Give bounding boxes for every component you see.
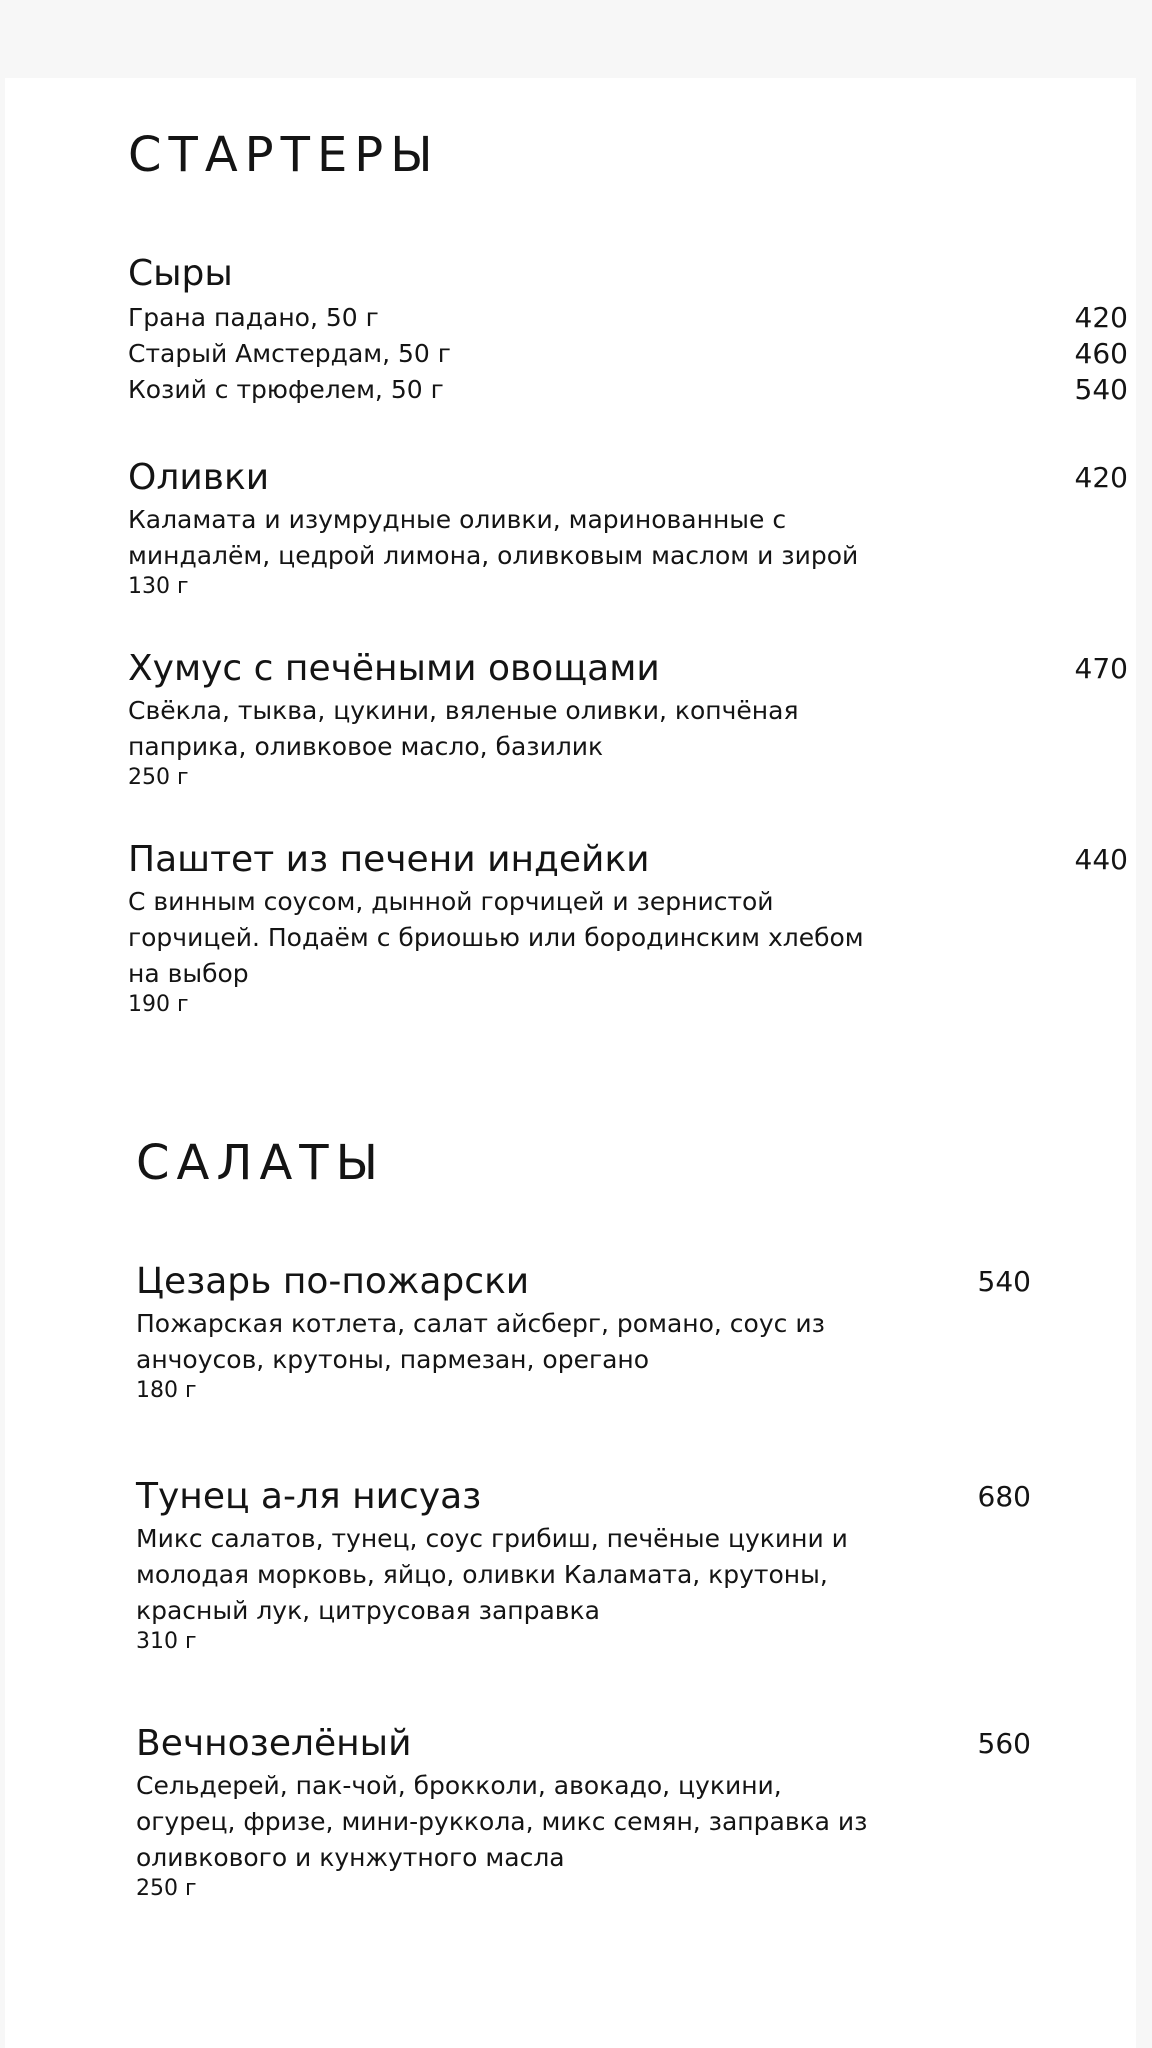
description-line: Сельдерей, пак-чой, брокколи, авокадо, цукини, xyxy=(136,1771,782,1800)
item-weight: 190 г xyxy=(128,992,189,1017)
menu-item-hummus xyxy=(128,647,1128,791)
description-line: горчицей. Подаём с бриошью или бородинским хлебом xyxy=(128,923,864,952)
menu-item-caesar xyxy=(136,1260,1031,1404)
item-price: 560 xyxy=(977,1727,1031,1760)
item-name: Сыры xyxy=(128,253,233,294)
item-weight: 130 г xyxy=(128,574,189,599)
description-line: огурец, фризе, мини-руккола, микс семян, заправка из xyxy=(136,1807,868,1836)
description-line: красный лук, цитрусовая заправка xyxy=(136,1596,600,1625)
section-title-starters: СТАРТЕРЫ xyxy=(128,127,440,183)
item-weight: 180 г xyxy=(136,1378,197,1403)
cheese-row xyxy=(128,336,1128,372)
item-description xyxy=(128,884,1128,992)
cheese-price: 460 xyxy=(1074,337,1128,370)
cheese-row xyxy=(128,300,1128,336)
item-price: 540 xyxy=(977,1265,1031,1298)
description-line: анчоусов, крутоны, пармезан, орегано xyxy=(136,1345,650,1374)
menu-item-evergreen xyxy=(136,1722,1031,1902)
description-line: Микс салатов, тунец, соус грибиш, печёные цукини и xyxy=(136,1524,848,1553)
item-weight: 250 г xyxy=(128,765,189,790)
menu-item-olives xyxy=(128,456,1128,600)
item-name: Тунец а-ля нисуаз xyxy=(136,1476,482,1517)
item-price: 420 xyxy=(1074,461,1128,494)
description-line: Пожарская котлета, салат айсберг, романо, соус из xyxy=(136,1309,825,1338)
item-description xyxy=(136,1521,1031,1629)
description-line: С винным соусом, дынной горчицей и зернистой xyxy=(128,887,774,916)
description-line: оливкового и кунжутного масла xyxy=(136,1843,565,1872)
section-title-salads: САЛАТЫ xyxy=(136,1135,385,1191)
cheese-list xyxy=(128,300,1128,408)
item-weight: 250 г xyxy=(136,1876,197,1901)
item-price: 680 xyxy=(977,1480,1031,1513)
item-name: Вечнозелёный xyxy=(136,1723,412,1764)
menu-item-cheese xyxy=(128,252,1128,408)
item-description xyxy=(136,1768,1031,1876)
item-description xyxy=(128,693,1128,765)
description-line: на выбор xyxy=(128,959,249,988)
description-line: миндалём, цедрой лимона, оливковым маслом и зирой xyxy=(128,541,859,570)
cheese-row xyxy=(128,372,1128,408)
cheese-label: Старый Амстердам, 50 г xyxy=(128,339,451,368)
cheese-label: Грана падано, 50 г xyxy=(128,303,379,332)
cheese-label: Козий с трюфелем, 50 г xyxy=(128,375,444,404)
item-name: Цезарь по-пожарски xyxy=(136,1261,530,1302)
item-description xyxy=(128,502,1128,574)
description-line: Каламата и изумрудные оливки, маринованные с xyxy=(128,505,787,534)
item-name: Паштет из печени индейки xyxy=(128,839,650,880)
description-line: молодая морковь, яйцо, оливки Каламата, крутоны, xyxy=(136,1560,828,1589)
item-name: Оливки xyxy=(128,457,270,498)
description-line: паприка, оливковое масло, базилик xyxy=(128,732,604,761)
description-line: Свёкла, тыква, цукини, вяленые оливки, копчёная xyxy=(128,696,799,725)
item-price: 470 xyxy=(1074,652,1128,685)
cheese-price: 420 xyxy=(1074,301,1128,334)
item-price: 440 xyxy=(1074,843,1128,876)
menu-item-nicoise xyxy=(136,1475,1031,1655)
item-description xyxy=(136,1306,1031,1378)
item-name: Хумус с печёными овощами xyxy=(128,648,660,689)
menu-item-pate xyxy=(128,838,1128,1018)
item-weight: 310 г xyxy=(136,1629,197,1654)
cheese-price: 540 xyxy=(1074,373,1128,406)
